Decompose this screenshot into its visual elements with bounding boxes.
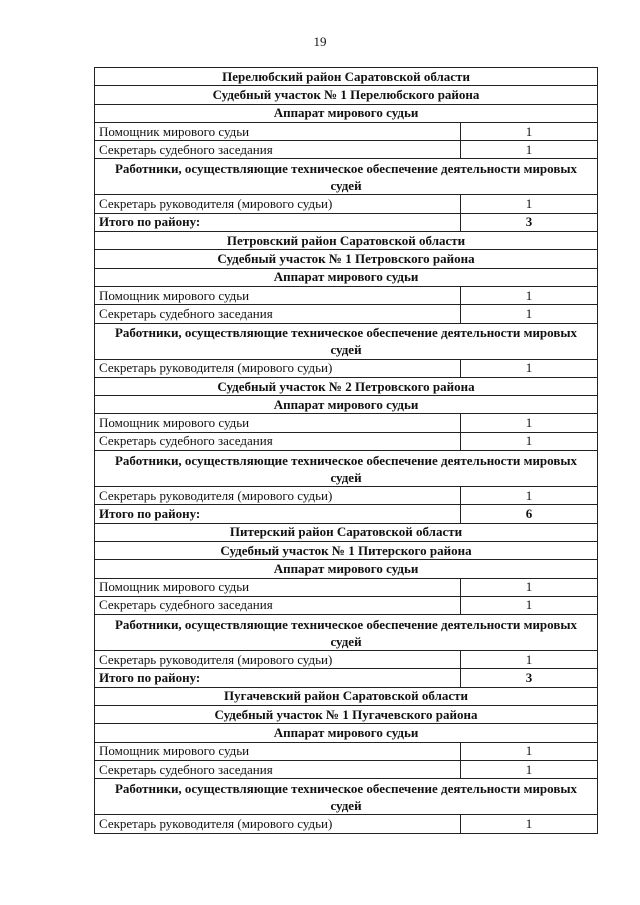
category-heading-row bbox=[95, 323, 598, 359]
position-title: Помощник мирового судьи bbox=[95, 286, 461, 304]
section-heading: Питерский район Саратовской области bbox=[95, 523, 598, 541]
district-total-label: Итого по району: bbox=[95, 213, 461, 231]
section-heading: Аппарат мирового судьи bbox=[95, 268, 598, 286]
section-heading: Перелюбский район Саратовской области bbox=[95, 68, 598, 86]
district-total-row bbox=[95, 213, 598, 231]
position-row bbox=[95, 487, 598, 505]
section-heading-row bbox=[95, 396, 598, 414]
position-row bbox=[95, 432, 598, 450]
position-count: 1 bbox=[461, 742, 598, 760]
category-heading-row bbox=[95, 615, 598, 651]
position-row bbox=[95, 760, 598, 778]
position-title: Секретарь судебного заседания bbox=[95, 141, 461, 159]
position-title: Секретарь судебного заседания bbox=[95, 305, 461, 323]
position-row bbox=[95, 414, 598, 432]
position-count: 1 bbox=[461, 487, 598, 505]
section-heading-row bbox=[95, 377, 598, 395]
position-title: Помощник мирового судьи bbox=[95, 414, 461, 432]
position-title: Секретарь руководителя (мирового судьи) bbox=[95, 359, 461, 377]
section-heading-row bbox=[95, 523, 598, 541]
section-heading-row bbox=[95, 541, 598, 559]
position-count: 1 bbox=[461, 760, 598, 778]
position-count: 1 bbox=[461, 286, 598, 304]
section-heading: Аппарат мирового судьи bbox=[95, 724, 598, 742]
position-count: 1 bbox=[461, 141, 598, 159]
category-heading: Работники, осуществляющие техническое обеспечение деятельности мировых судей bbox=[95, 779, 598, 815]
section-heading-row bbox=[95, 268, 598, 286]
position-count: 1 bbox=[461, 578, 598, 596]
category-heading: Работники, осуществляющие техническое обеспечение деятельности мировых судей bbox=[95, 323, 598, 359]
section-heading-row bbox=[95, 86, 598, 104]
district-total-row bbox=[95, 669, 598, 687]
section-heading-row bbox=[95, 232, 598, 250]
position-title: Секретарь судебного заседания bbox=[95, 432, 461, 450]
district-total-row bbox=[95, 505, 598, 523]
position-row bbox=[95, 651, 598, 669]
staff-table bbox=[94, 67, 598, 834]
section-heading-row bbox=[95, 706, 598, 724]
section-heading-row bbox=[95, 687, 598, 705]
position-row bbox=[95, 195, 598, 213]
position-title: Секретарь руководителя (мирового судьи) bbox=[95, 815, 461, 833]
position-title: Помощник мирового судьи bbox=[95, 742, 461, 760]
position-title: Секретарь руководителя (мирового судьи) bbox=[95, 651, 461, 669]
section-heading: Судебный участок № 1 Петровского района bbox=[95, 250, 598, 268]
page-number: 19 bbox=[313, 34, 327, 49]
position-title: Секретарь судебного заседания bbox=[95, 760, 461, 778]
position-row bbox=[95, 359, 598, 377]
position-title: Секретарь судебного заседания bbox=[95, 596, 461, 614]
position-row bbox=[95, 141, 598, 159]
position-count: 1 bbox=[461, 305, 598, 323]
position-row bbox=[95, 815, 598, 833]
district-total-value: 6 bbox=[461, 505, 598, 523]
section-heading-row bbox=[95, 724, 598, 742]
position-title: Секретарь руководителя (мирового судьи) bbox=[95, 195, 461, 213]
section-heading-row bbox=[95, 250, 598, 268]
position-row bbox=[95, 305, 598, 323]
section-heading: Судебный участок № 2 Петровского района bbox=[95, 377, 598, 395]
position-count: 1 bbox=[461, 195, 598, 213]
position-count: 1 bbox=[461, 815, 598, 833]
category-heading: Работники, осуществляющие техническое обеспечение деятельности мировых судей bbox=[95, 615, 598, 651]
district-total-label: Итого по району: bbox=[95, 505, 461, 523]
position-row bbox=[95, 286, 598, 304]
section-heading: Судебный участок № 1 Перелюбского района bbox=[95, 86, 598, 104]
position-count: 1 bbox=[461, 359, 598, 377]
section-heading-row bbox=[95, 560, 598, 578]
position-row bbox=[95, 596, 598, 614]
section-heading: Пугачевский район Саратовской области bbox=[95, 687, 598, 705]
position-title: Помощник мирового судьи bbox=[95, 578, 461, 596]
district-total-value: 3 bbox=[461, 669, 598, 687]
category-heading: Работники, осуществляющие техническое обеспечение деятельности мировых судей bbox=[95, 159, 598, 195]
category-heading-row bbox=[95, 159, 598, 195]
section-heading: Аппарат мирового судьи bbox=[95, 396, 598, 414]
category-heading: Работники, осуществляющие техническое обеспечение деятельности мировых судей bbox=[95, 451, 598, 487]
section-heading: Аппарат мирового судьи bbox=[95, 104, 598, 122]
position-title: Секретарь руководителя (мирового судьи) bbox=[95, 487, 461, 505]
category-heading-row bbox=[95, 451, 598, 487]
section-heading-row bbox=[95, 68, 598, 86]
district-total-value: 3 bbox=[461, 213, 598, 231]
position-row bbox=[95, 122, 598, 140]
section-heading: Петровский район Саратовской области bbox=[95, 232, 598, 250]
section-heading-row bbox=[95, 104, 598, 122]
staff-table-body bbox=[95, 68, 598, 834]
section-heading: Судебный участок № 1 Питерского района bbox=[95, 541, 598, 559]
position-count: 1 bbox=[461, 122, 598, 140]
section-heading: Судебный участок № 1 Пугачевского района bbox=[95, 706, 598, 724]
position-count: 1 bbox=[461, 432, 598, 450]
position-count: 1 bbox=[461, 651, 598, 669]
position-row bbox=[95, 742, 598, 760]
district-total-label: Итого по району: bbox=[95, 669, 461, 687]
position-count: 1 bbox=[461, 414, 598, 432]
position-title: Помощник мирового судьи bbox=[95, 122, 461, 140]
section-heading: Аппарат мирового судьи bbox=[95, 560, 598, 578]
position-count: 1 bbox=[461, 596, 598, 614]
position-row bbox=[95, 578, 598, 596]
category-heading-row bbox=[95, 779, 598, 815]
